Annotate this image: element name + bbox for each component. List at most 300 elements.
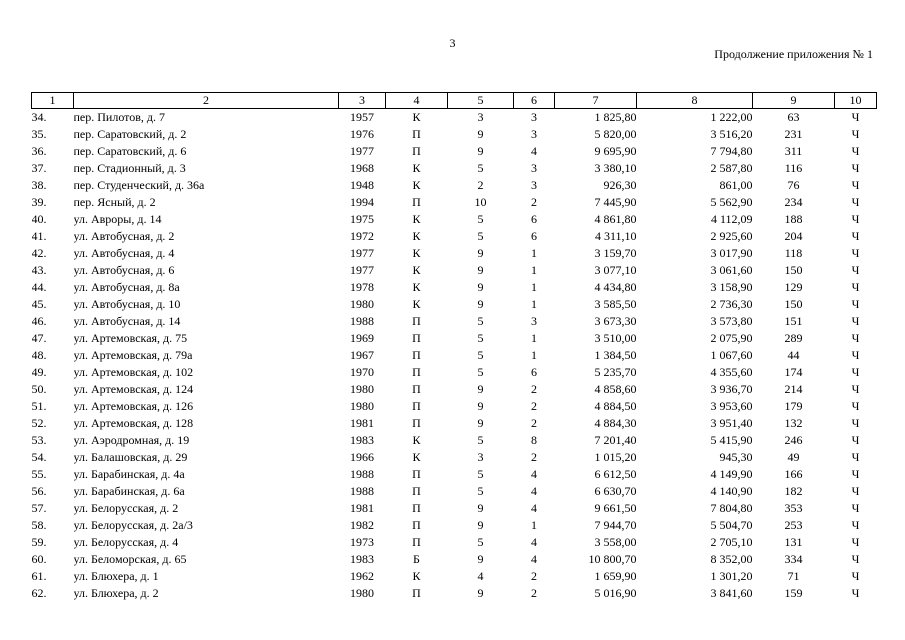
row-number-cell: 62. [31,586,47,600]
category-cell: Ч [851,382,860,396]
category-cell: Ч [851,467,860,481]
table-row [32,466,877,483]
table-row [32,279,877,296]
wall-material-cell: К [412,246,421,260]
address-cell: пер. Ясный, д. 2 [73,195,156,209]
row-number-cell: 57. [31,501,47,515]
residents-cell: 166 [784,467,803,481]
wall-material-cell: К [412,178,421,192]
table-row [32,449,877,466]
header-row [32,93,877,109]
floors-cell: 9 [477,501,484,515]
year-built-cell: 1966 [350,450,374,464]
table-row [32,551,877,568]
residents-cell: 116 [784,161,803,175]
address-cell: пер. Пилотов, д. 7 [73,110,166,124]
row-number-cell: 55. [31,467,47,481]
living-area-cell: 2 587,80 [710,161,753,175]
wall-material-cell: П [412,586,421,600]
total-area-cell: 6 612,50 [594,467,637,481]
row-number-cell: 58. [31,518,47,532]
wall-material-cell: П [412,382,421,396]
address-cell: пер. Студенческий, д. 36а [73,178,205,192]
total-area-cell: 4 858,60 [594,382,637,396]
row-number-cell: 60. [31,552,47,566]
appendix-caption: Продолжение приложения № 1 [714,47,873,61]
category-cell: Ч [851,212,860,226]
table-row [32,517,877,534]
living-area-cell: 4 112,09 [710,212,753,226]
entrances-cell: 2 [531,399,537,413]
living-area-cell: 3 573,80 [710,314,753,328]
living-area-cell: 7 804,80 [710,501,753,515]
address-cell: пер. Стадионный, д. 3 [73,161,186,175]
total-area-cell: 9 661,50 [594,501,637,515]
total-area-cell: 926,30 [603,178,637,192]
address-cell: пер. Саратовский, д. 2 [73,127,187,141]
floors-cell: 9 [477,518,484,532]
wall-material-cell: К [412,110,421,124]
residents-cell: 204 [784,229,803,243]
living-area-cell: 1 301,20 [710,569,753,583]
year-built-cell: 1969 [350,331,374,345]
residents-cell: 246 [784,433,803,447]
living-area-cell: 5 415,90 [710,433,753,447]
table-row [32,330,877,347]
category-cell: Ч [851,280,860,294]
residents-cell: 131 [784,535,803,549]
living-area-cell: 3 953,60 [710,399,753,413]
floors-cell: 5 [477,229,484,243]
residents-cell: 118 [784,246,803,260]
floors-cell: 5 [477,467,484,481]
floors-cell: 9 [477,399,484,413]
year-built-cell: 1967 [350,348,374,362]
entrances-cell: 2 [531,195,537,209]
entrances-cell: 1 [531,348,537,362]
residents-cell: 49 [787,450,800,464]
address-cell: ул. Белорусская, д. 4 [73,535,179,549]
address-cell: ул. Блюхера, д. 2 [73,586,159,600]
living-area-cell: 7 794,80 [710,144,753,158]
table-row [32,296,877,313]
category-cell: Ч [851,501,860,515]
total-area-cell: 10 800,70 [588,552,637,566]
column-header: 5 [448,93,514,109]
floors-cell: 2 [477,178,484,192]
floors-cell: 10 [474,195,487,209]
table-row [32,160,877,177]
category-cell: Ч [851,110,860,124]
entrances-cell: 1 [531,280,537,294]
living-area-cell: 5 504,70 [710,518,753,532]
entrances-cell: 1 [531,331,537,345]
entrances-cell: 1 [531,297,537,311]
wall-material-cell: П [412,416,421,430]
category-cell: Ч [851,178,860,192]
residents-cell: 179 [784,399,803,413]
table-row [32,194,877,211]
table-row [32,126,877,143]
wall-material-cell: К [412,263,421,277]
entrances-cell: 2 [531,416,537,430]
floors-cell: 9 [477,263,484,277]
address-cell: ул. Белорусская, д. 2 [73,501,179,515]
living-area-cell: 2 925,60 [710,229,753,243]
address-cell: ул. Белорусская, д. 2а/3 [73,518,193,532]
floors-cell: 5 [477,331,484,345]
year-built-cell: 1962 [350,569,374,583]
living-area-cell: 4 149,90 [710,467,753,481]
living-area-cell: 945,30 [719,450,753,464]
row-number-cell: 46. [31,314,47,328]
table-row [32,262,877,279]
column-header: 1 [32,93,74,109]
row-number-cell: 50. [31,382,47,396]
row-number-cell: 54. [31,450,47,464]
year-built-cell: 1983 [350,552,374,566]
table-row [32,228,877,245]
floors-cell: 3 [477,450,484,464]
living-area-cell: 8 352,00 [710,552,753,566]
entrances-cell: 1 [531,518,537,532]
table-row [32,313,877,330]
category-cell: Ч [851,127,860,141]
living-area-cell: 2 075,90 [710,331,753,345]
living-area-cell: 1 222,00 [710,110,753,124]
residents-cell: 289 [784,331,803,345]
wall-material-cell: П [412,127,421,141]
wall-material-cell: К [412,229,421,243]
wall-material-cell: П [412,195,421,209]
table-body [32,109,877,603]
address-cell: ул. Артемовская, д. 79а [73,348,193,362]
total-area-cell: 3 159,70 [594,246,637,260]
entrances-cell: 4 [531,535,537,549]
row-number-cell: 35. [31,127,47,141]
living-area-cell: 1 067,60 [710,348,753,362]
living-area-cell: 3 936,70 [710,382,753,396]
residents-cell: 150 [784,263,803,277]
entrances-cell: 3 [531,314,537,328]
category-cell: Ч [851,297,860,311]
entrances-cell: 4 [531,501,537,515]
table-row [32,585,877,602]
residents-cell: 188 [784,212,803,226]
table-row [32,381,877,398]
year-built-cell: 1948 [350,178,374,192]
table-row [32,364,877,381]
residents-cell: 132 [784,416,803,430]
year-built-cell: 1980 [350,399,374,413]
year-built-cell: 1994 [350,195,374,209]
wall-material-cell: К [412,212,421,226]
table-row [32,211,877,228]
total-area-cell: 3 510,00 [594,331,637,345]
residents-cell: 63 [787,110,800,124]
row-number-cell: 52. [31,416,47,430]
column-header: 7 [555,93,637,109]
row-number-cell: 40. [31,212,47,226]
floors-cell: 5 [477,314,484,328]
table-row [32,143,877,160]
row-number-cell: 41. [31,229,47,243]
floors-cell: 9 [477,246,484,260]
total-area-cell: 7 201,40 [594,433,637,447]
living-area-cell: 2 705,10 [710,535,753,549]
row-number-cell: 61. [31,569,47,583]
category-cell: Ч [851,450,860,464]
category-cell: Ч [851,433,860,447]
wall-material-cell: Б [413,552,420,566]
category-cell: Ч [851,246,860,260]
address-cell: ул. Авроры, д. 14 [73,212,162,226]
total-area-cell: 3 380,10 [594,161,637,175]
total-area-cell: 1 659,90 [594,569,637,583]
year-built-cell: 1981 [350,501,374,515]
living-area-cell: 3 951,40 [710,416,753,430]
entrances-cell: 2 [531,382,537,396]
floors-cell: 4 [477,569,484,583]
wall-material-cell: П [412,331,421,345]
entrances-cell: 3 [531,127,537,141]
address-cell: ул. Артемовская, д. 128 [73,416,194,430]
floors-cell: 9 [477,280,484,294]
column-header: 10 [835,93,877,109]
residents-cell: 71 [787,569,800,583]
wall-material-cell: П [412,314,421,328]
column-header: 6 [514,93,555,109]
total-area-cell: 4 884,50 [594,399,637,413]
row-number-cell: 49. [31,365,47,379]
entrances-cell: 2 [531,450,537,464]
total-area-cell: 4 311,10 [594,229,637,243]
category-cell: Ч [851,331,860,345]
residents-cell: 44 [787,348,800,362]
column-header: 9 [753,93,835,109]
living-area-cell: 3 017,90 [710,246,753,260]
floors-cell: 5 [477,535,484,549]
entrances-cell: 3 [531,110,537,124]
wall-material-cell: К [412,433,421,447]
wall-material-cell: П [412,535,421,549]
page-number: 3 [449,36,456,50]
row-number-cell: 48. [31,348,47,362]
total-area-cell: 9 695,90 [594,144,637,158]
category-cell: Ч [851,518,860,532]
total-area-cell: 1 825,80 [594,110,637,124]
wall-material-cell: П [412,365,421,379]
total-area-cell: 5 016,90 [594,586,637,600]
floors-cell: 5 [477,484,484,498]
entrances-cell: 4 [531,484,537,498]
table-row [32,568,877,585]
wall-material-cell: П [412,467,421,481]
living-area-cell: 2 736,30 [710,297,753,311]
floors-cell: 9 [477,297,484,311]
address-cell: пер. Саратовский, д. 6 [73,144,187,158]
total-area-cell: 4 884,30 [594,416,637,430]
address-cell: ул. Артемовская, д. 126 [73,399,194,413]
entrances-cell: 8 [531,433,537,447]
table-row [32,415,877,432]
year-built-cell: 1976 [350,127,374,141]
living-area-cell: 4 140,90 [710,484,753,498]
category-cell: Ч [851,586,860,600]
row-number-cell: 39. [31,195,47,209]
total-area-cell: 1 015,20 [594,450,637,464]
entrances-cell: 6 [531,212,537,226]
wall-material-cell: П [412,399,421,413]
column-header: 8 [637,93,753,109]
year-built-cell: 1988 [350,467,374,481]
floors-cell: 5 [477,433,484,447]
year-built-cell: 1980 [350,586,374,600]
year-built-cell: 1973 [350,535,374,549]
wall-material-cell: К [412,161,421,175]
column-header: 4 [386,93,448,109]
row-number-cell: 59. [31,535,47,549]
living-area-cell: 3 841,60 [710,586,753,600]
year-built-cell: 1981 [350,416,374,430]
floors-cell: 5 [477,365,484,379]
year-built-cell: 1988 [350,484,374,498]
residents-cell: 76 [787,178,800,192]
category-cell: Ч [851,195,860,209]
address-cell: ул. Артемовская, д. 102 [73,365,194,379]
entrances-cell: 3 [531,178,537,192]
year-built-cell: 1970 [350,365,374,379]
category-cell: Ч [851,229,860,243]
entrances-cell: 2 [531,569,537,583]
address-cell: ул. Артемовская, д. 124 [73,382,194,396]
row-number-cell: 34. [31,110,47,124]
category-cell: Ч [851,348,860,362]
total-area-cell: 6 630,70 [594,484,637,498]
entrances-cell: 1 [531,263,537,277]
column-header: 3 [339,93,386,109]
floors-cell: 9 [477,382,484,396]
housing-table [31,92,877,602]
wall-material-cell: П [412,501,421,515]
year-built-cell: 1977 [350,246,374,260]
row-number-cell: 47. [31,331,47,345]
year-built-cell: 1980 [350,297,374,311]
address-cell: ул. Автобусная, д. 10 [73,297,181,311]
row-number-cell: 36. [31,144,47,158]
total-area-cell: 3 585,50 [594,297,637,311]
total-area-cell: 7 944,70 [594,518,637,532]
row-number-cell: 43. [31,263,47,277]
table-row [32,177,877,194]
address-cell: ул. Аэродромная, д. 19 [73,433,190,447]
floors-cell: 9 [477,586,484,600]
residents-cell: 334 [784,552,803,566]
year-built-cell: 1968 [350,161,374,175]
address-cell: ул. Автобусная, д. 8а [73,280,180,294]
entrances-cell: 4 [531,552,537,566]
floors-cell: 3 [477,110,484,124]
wall-material-cell: К [412,569,421,583]
living-area-cell: 3 061,60 [710,263,753,277]
year-built-cell: 1988 [350,314,374,328]
total-area-cell: 5 235,70 [594,365,637,379]
address-cell: ул. Барабинская, д. 6а [73,484,185,498]
total-area-cell: 5 820,00 [594,127,637,141]
row-number-cell: 45. [31,297,47,311]
address-cell: ул. Артемовская, д. 75 [73,331,188,345]
floors-cell: 5 [477,348,484,362]
address-cell: ул. Балашовская, д. 29 [73,450,188,464]
total-area-cell: 3 673,30 [594,314,637,328]
row-number-cell: 38. [31,178,47,192]
category-cell: Ч [851,399,860,413]
year-built-cell: 1980 [350,382,374,396]
table-row [32,534,877,551]
entrances-cell: 4 [531,144,537,158]
wall-material-cell: К [412,280,421,294]
living-area-cell: 3 516,20 [710,127,753,141]
year-built-cell: 1978 [350,280,374,294]
row-number-cell: 37. [31,161,47,175]
floors-cell: 9 [477,416,484,430]
category-cell: Ч [851,416,860,430]
wall-material-cell: К [412,297,421,311]
wall-material-cell: К [412,450,421,464]
category-cell: Ч [851,535,860,549]
year-built-cell: 1972 [350,229,374,243]
residents-cell: 311 [784,144,803,158]
residents-cell: 151 [784,314,803,328]
residents-cell: 182 [784,484,803,498]
floors-cell: 9 [477,144,484,158]
total-area-cell: 4 861,80 [594,212,637,226]
row-number-cell: 51. [31,399,47,413]
residents-cell: 159 [784,586,803,600]
row-number-cell: 44. [31,280,47,294]
row-number-cell: 56. [31,484,47,498]
entrances-cell: 6 [531,229,537,243]
category-cell: Ч [851,365,860,379]
residents-cell: 174 [784,365,803,379]
address-cell: ул. Барабинская, д. 4а [73,467,185,481]
total-area-cell: 4 434,80 [594,280,637,294]
table-row [32,109,877,127]
entrances-cell: 3 [531,161,537,175]
table-row [32,398,877,415]
total-area-cell: 1 384,50 [594,348,637,362]
category-cell: Ч [851,263,860,277]
entrances-cell: 6 [531,365,537,379]
floors-cell: 9 [477,127,484,141]
category-cell: Ч [851,484,860,498]
living-area-cell: 861,00 [719,178,753,192]
residents-cell: 234 [784,195,803,209]
row-number-cell: 53. [31,433,47,447]
floors-cell: 5 [477,212,484,226]
entrances-cell: 2 [531,586,537,600]
living-area-cell: 4 355,60 [710,365,753,379]
row-number-cell: 42. [31,246,47,260]
total-area-cell: 3 077,10 [594,263,637,277]
wall-material-cell: П [412,348,421,362]
address-cell: ул. Автобусная, д. 2 [73,229,175,243]
residents-cell: 150 [784,297,803,311]
table-row [32,245,877,262]
year-built-cell: 1957 [350,110,374,124]
table-row [32,500,877,517]
category-cell: Ч [851,161,860,175]
